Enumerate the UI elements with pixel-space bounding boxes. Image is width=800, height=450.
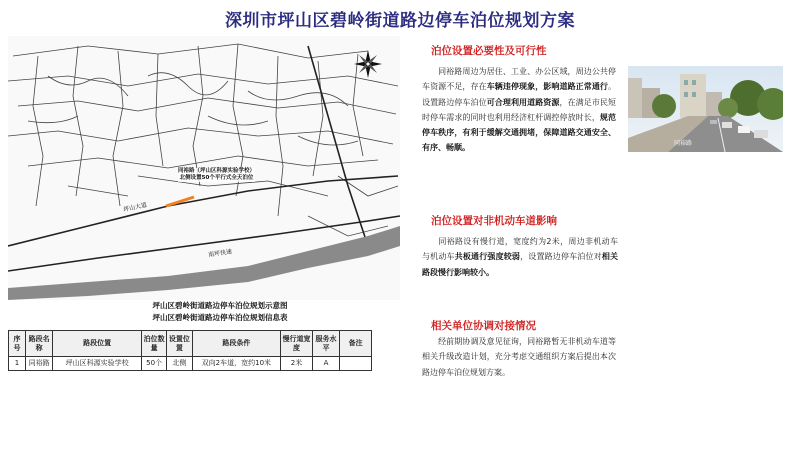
table-cell: 50个	[141, 357, 166, 371]
map-label-road-2: 南坪快速	[207, 248, 233, 259]
col-header: 路段位置	[53, 331, 142, 357]
table-caption: 坪山区碧岭街道路边停车泊位规划信息表	[152, 313, 288, 322]
table-cell: 同裕路	[25, 357, 52, 371]
street-photo	[628, 66, 783, 152]
table-cell: 北侧	[167, 357, 192, 371]
section-text-bike-lane: 同裕路设有慢行道，宽度约为2米，周边非机动车与机动车共板通行强度较弱，设置路边停车泊位对相关路段慢行影响较小。	[422, 237, 619, 277]
table-cell: A	[312, 357, 339, 371]
map-label-street: 同裕路（坪山区科源实验学校）	[178, 168, 256, 174]
street-photo-image	[628, 66, 783, 152]
table-row	[9, 357, 372, 371]
parking-info-table	[8, 330, 372, 371]
table-cell: 1	[9, 357, 26, 371]
section-text-coordination: 经前期协调及意见征询，同裕路暂无非机动车道等相关升级改造计划，充分考虑交通组织方案后提出本次路边停车泊位规划方案。	[422, 337, 616, 377]
col-header: 路段名称	[25, 331, 52, 357]
table-cell: 双向2车道，宽约10米	[192, 357, 281, 371]
table-cell	[340, 357, 372, 371]
table-header-row	[9, 331, 372, 357]
photo-caption: 同裕路	[674, 140, 693, 147]
section-title-necessity: 泊位设置必要性及可行性	[431, 45, 547, 57]
col-header: 设置位置	[167, 331, 192, 357]
table-cell: 2米	[281, 357, 313, 371]
map-label-parking: 北侧设置50个平行式全天泊位	[179, 175, 254, 181]
section-text-necessity: 同裕路周边为居住、工业、办公区域，周边公共停车资源不足，存在车辆违停现象，影响道路正常通行。设置路边停车泊位可合理利用道路资源，在满足市民短时停车需求的同时也利用经济杠杆调控停放时长，规范停车秩序，有利于缓解交通拥堵，保障道路交通安全、有序、畅顺。	[422, 67, 617, 153]
col-header: 序号	[9, 331, 26, 357]
col-header: 慢行道宽度	[281, 331, 313, 357]
section-title-bike-lane: 泊位设置对非机动车道影响	[431, 215, 557, 227]
page-title: 深圳市坪山区碧岭街道路边停车泊位规划方案	[225, 11, 575, 31]
col-header: 泊位数量	[141, 331, 166, 357]
map-label-road-1: 坪山大道	[122, 201, 148, 214]
col-header: 路段条件	[192, 331, 281, 357]
table-cell: 坪山区科源实验学校	[53, 357, 142, 371]
section-title-coordination: 相关单位协调对接情况	[431, 320, 536, 332]
col-header: 备注	[340, 331, 372, 357]
col-header: 服务水平	[312, 331, 339, 357]
map-caption: 坪山区碧岭街道路边停车泊位规划示意图	[152, 301, 288, 310]
parking-plan-map	[8, 36, 400, 300]
